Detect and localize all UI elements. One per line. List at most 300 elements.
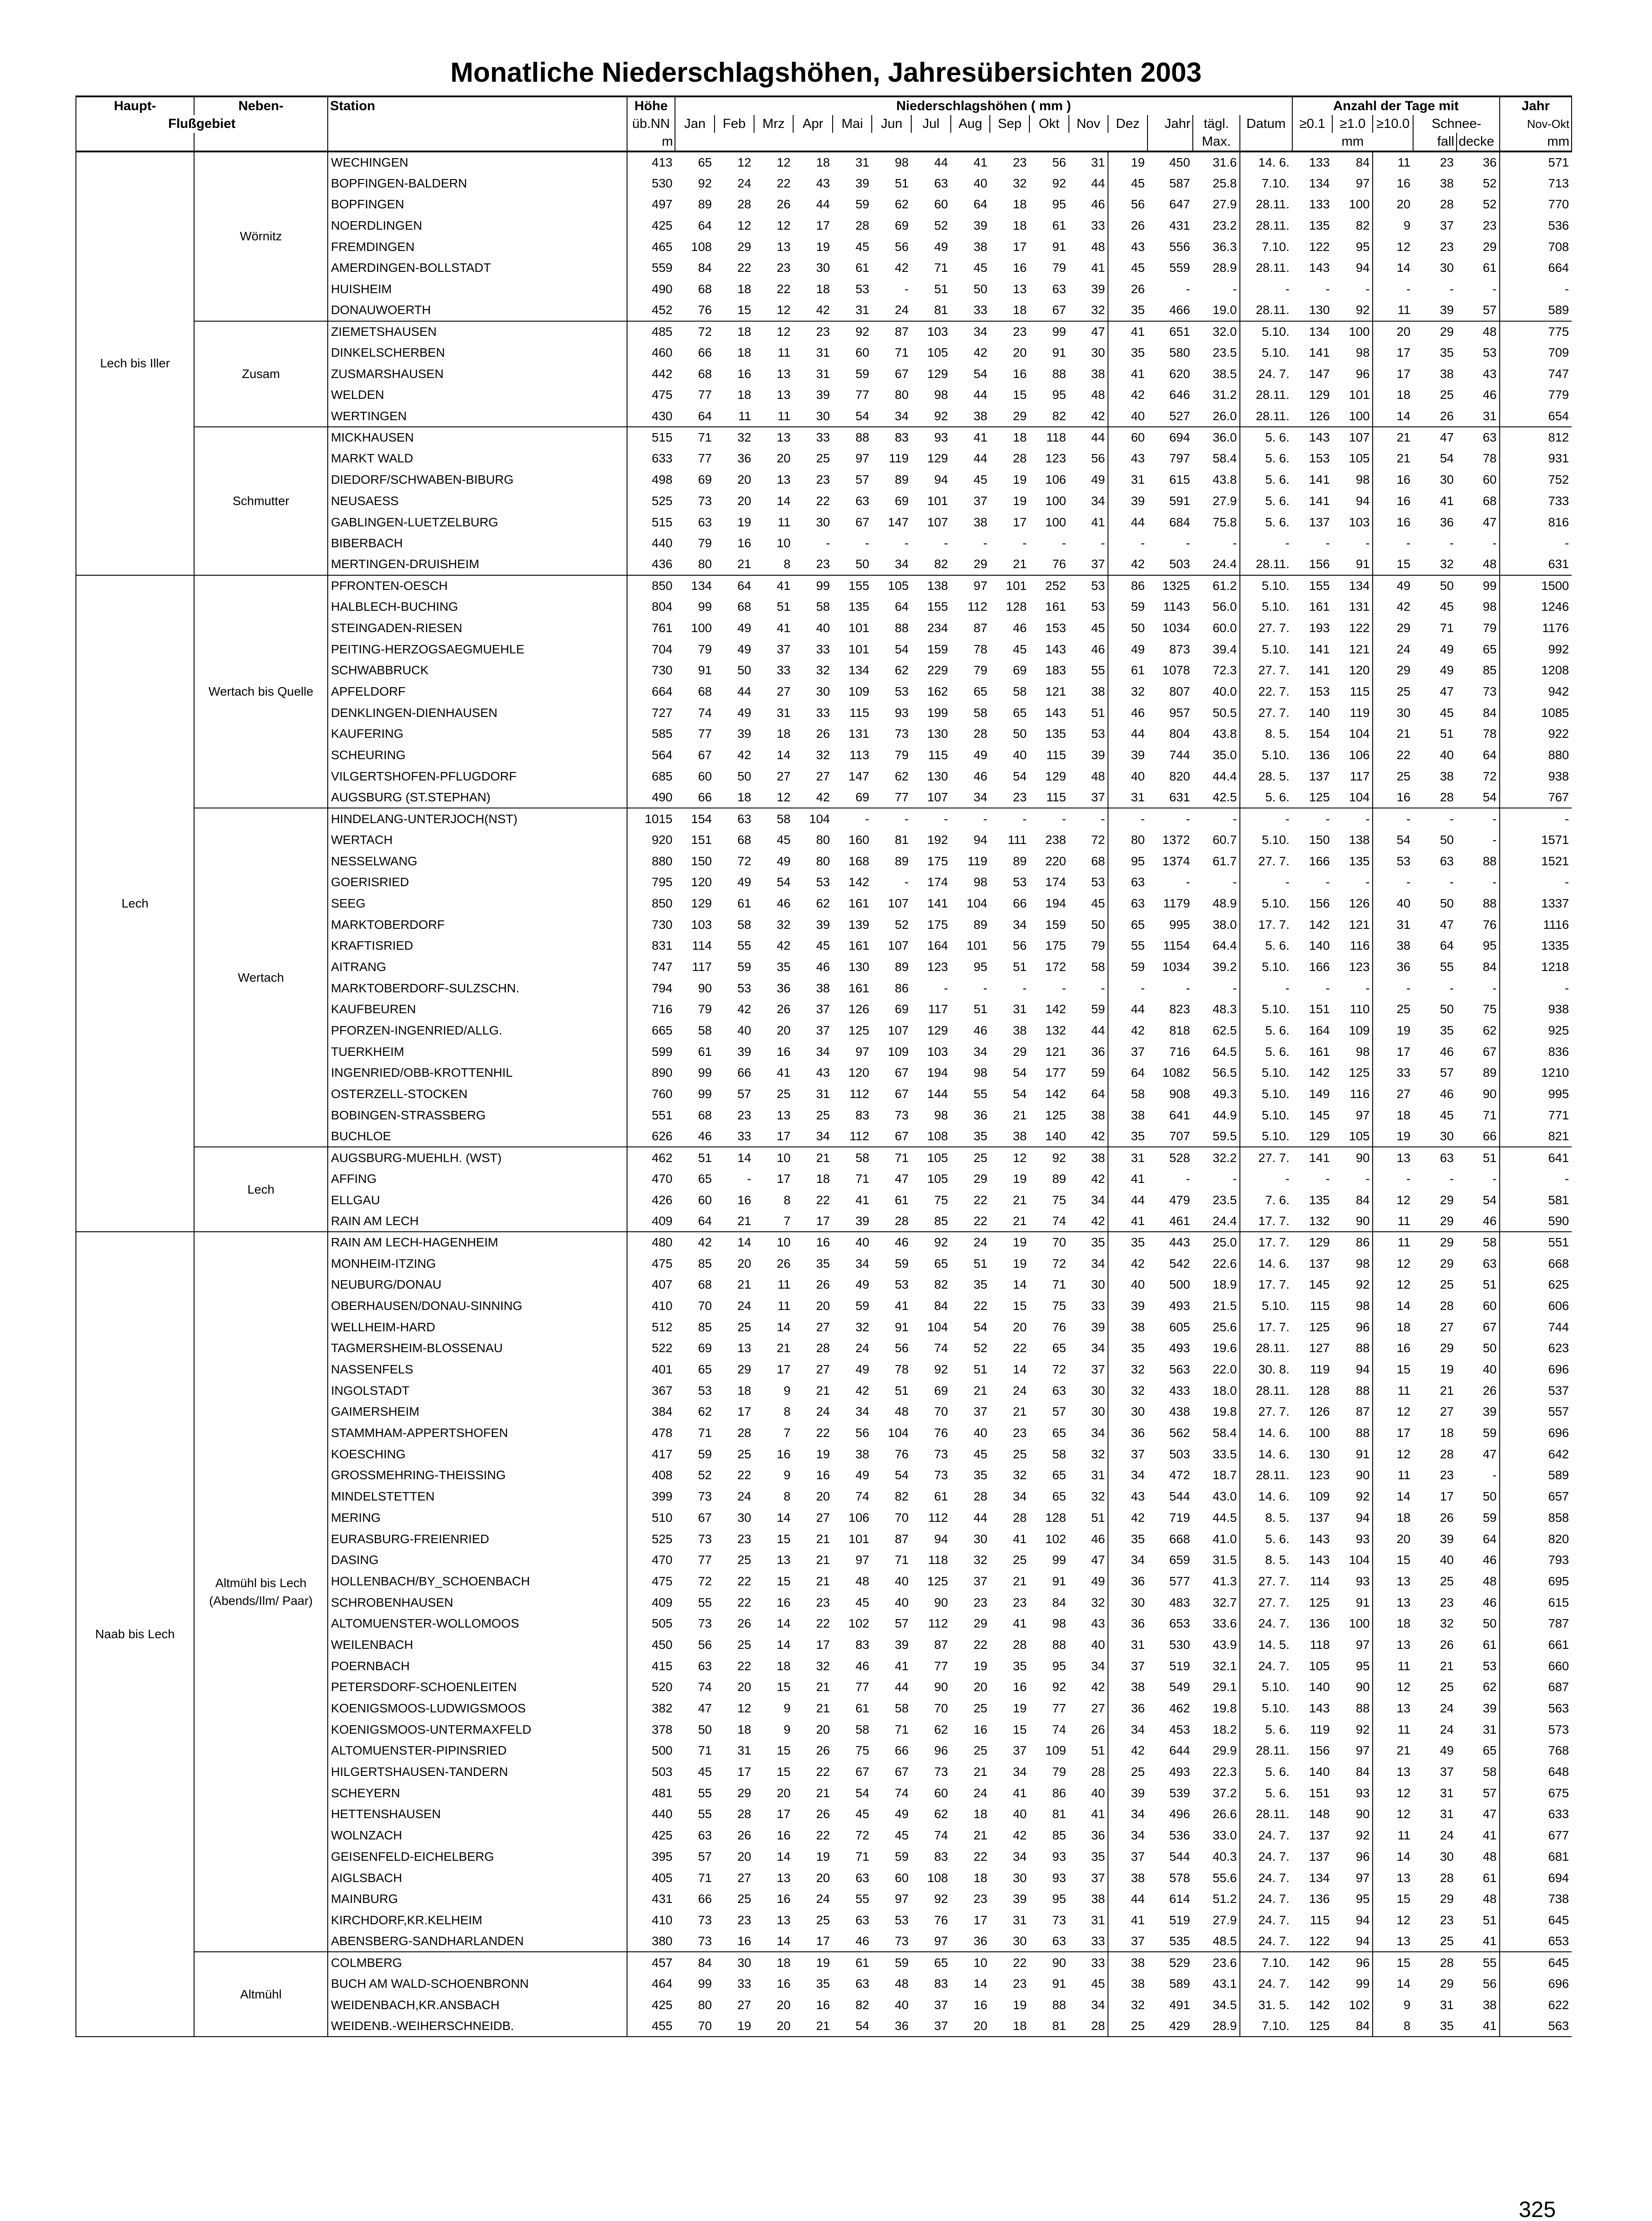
value-cell: 37	[816, 1023, 830, 1038]
value-cell: 8	[783, 1193, 791, 1207]
value-cell: 457	[627, 1952, 675, 1973]
value-cell: 46	[855, 1934, 870, 1948]
value-cell: 194	[1045, 896, 1066, 910]
value-cell: 32	[1069, 1444, 1108, 1465]
station-name: HETTENSHAUSEN	[328, 1804, 627, 1825]
value-cell: 426	[651, 1193, 673, 1207]
value-cell: 32	[1440, 557, 1454, 571]
value-cell: 18	[816, 282, 830, 296]
value-cell: 46	[1440, 1087, 1454, 1101]
value-cell: 45	[777, 832, 791, 847]
station-name: HILGERTSHAUSEN-TANDERN	[328, 1761, 627, 1783]
value-cell: -	[1332, 1168, 1373, 1190]
value-cell: -	[1406, 981, 1411, 995]
station-name: SEEG	[328, 893, 627, 914]
value-cell: 5. 6.	[1265, 494, 1290, 508]
value-cell: 27	[1440, 1405, 1454, 1419]
value-cell: 5. 6.	[1265, 473, 1290, 487]
station-name: TUERKHEIM	[328, 1041, 627, 1063]
value-cell: 67	[894, 1765, 909, 1779]
value-cell: -	[1449, 282, 1454, 296]
value-cell: 62.5	[1193, 1020, 1240, 1041]
value-cell: 53	[698, 1383, 712, 1397]
value-cell: 32	[1131, 1998, 1145, 2012]
value-cell: 26	[737, 1616, 751, 1631]
value-cell: 37	[1069, 1359, 1108, 1380]
value-cell: 65	[973, 685, 988, 699]
value-cell: 744	[1548, 1320, 1569, 1334]
value-cell: 577	[1169, 1574, 1190, 1588]
value-cell: 50	[698, 1722, 712, 1736]
value-cell: 64	[1457, 1528, 1500, 1550]
value-cell: 738	[1548, 1892, 1569, 1906]
value-cell: 36	[1131, 1574, 1145, 1588]
value-cell: 95	[973, 959, 988, 974]
nebenflussgebiet-cell: Schmutter	[194, 427, 328, 575]
value-cell: 177	[1045, 1066, 1066, 1080]
table-row	[76, 1232, 1572, 1253]
value-cell: 140	[1309, 705, 1330, 720]
value-cell: 74	[894, 1786, 909, 1800]
value-cell: 67	[698, 1510, 712, 1524]
value-cell: 59	[855, 1298, 870, 1313]
value-cell: 14	[777, 1320, 791, 1334]
value-cell: 60	[934, 197, 948, 211]
value-cell: 17	[973, 1913, 988, 1927]
value-cell: 85	[1052, 1828, 1066, 1843]
value-cell: 129	[1292, 1232, 1333, 1253]
value-cell: 8. 5.	[1265, 1510, 1290, 1524]
value-cell: 99	[698, 1976, 712, 1990]
value-cell: 51	[675, 1147, 715, 1168]
value-cell: 11	[1398, 1659, 1411, 1673]
value-cell: 32	[855, 1320, 870, 1334]
value-cell: 25	[1396, 685, 1411, 699]
value-cell: 58	[973, 705, 988, 720]
value-cell: 123	[1309, 1468, 1330, 1482]
value-cell: 137	[1309, 1828, 1330, 1843]
value-cell: 107	[888, 939, 909, 953]
value-cell: 61.2	[1193, 575, 1240, 597]
value-cell: 73	[698, 1616, 712, 1631]
value-cell: 850	[627, 575, 675, 597]
value-cell: 18	[737, 790, 751, 804]
value-cell: 13	[1396, 1871, 1411, 1885]
value-cell: 29	[737, 239, 751, 254]
header-mm: mm	[1292, 133, 1414, 151]
value-cell: 515	[627, 427, 675, 448]
value-cell: 101	[848, 621, 870, 635]
value-cell: 60.7	[1193, 829, 1240, 851]
value-cell: 648	[1548, 1765, 1569, 1779]
value-cell: 45	[973, 473, 988, 487]
value-cell: 19	[816, 1849, 830, 1863]
value-cell: 20	[816, 1871, 830, 1885]
value-cell: 52	[934, 218, 948, 232]
value-cell: 60	[934, 1786, 948, 1800]
value-cell: 16	[737, 1934, 751, 1948]
value-cell: 63	[698, 515, 712, 529]
value-cell: -	[1285, 536, 1290, 550]
nebenflussgebiet-cell: Wertach bis Quelle	[194, 575, 328, 808]
value-cell: 21	[1396, 727, 1411, 741]
value-cell: 1085	[1541, 705, 1569, 720]
value-cell: 164	[1309, 1023, 1330, 1038]
value-cell: 22	[816, 1828, 830, 1843]
value-cell: 587	[1169, 176, 1190, 190]
value-cell: 15	[777, 1743, 791, 1758]
value-cell: 40	[1440, 748, 1454, 762]
value-cell: 33	[1069, 215, 1108, 236]
value-cell: 63	[1457, 1253, 1500, 1274]
value-cell: 142	[1309, 917, 1330, 931]
value-cell: 80	[816, 832, 830, 847]
value-cell: -	[1332, 872, 1373, 893]
value-cell: 22	[737, 1659, 751, 1673]
value-cell: 19	[1013, 494, 1027, 508]
value-cell: 77	[698, 388, 712, 402]
station-name: WELLHEIM-HARD	[328, 1317, 627, 1338]
value-cell: 107	[927, 790, 948, 804]
value-cell: 234	[927, 621, 948, 635]
value-cell: 141	[1292, 1147, 1333, 1168]
value-cell: 103	[1332, 512, 1373, 533]
value-cell: 31	[1013, 1913, 1027, 1927]
value-cell: 48	[894, 1976, 909, 1990]
value-cell: 80	[816, 854, 830, 868]
value-cell: 66	[737, 1066, 751, 1080]
value-cell: 104	[966, 896, 988, 910]
value-cell: 84	[934, 1298, 948, 1313]
value-cell: 93	[1052, 1871, 1066, 1885]
value-cell: 40.0	[1193, 681, 1240, 702]
value-cell: 644	[1169, 1743, 1190, 1758]
value-cell: 14. 6.	[1258, 1489, 1290, 1504]
value-cell: 73	[698, 1934, 712, 1948]
value-cell: 510	[651, 1510, 673, 1524]
value-cell: 27	[737, 1998, 751, 2012]
value-cell: 86	[894, 981, 909, 995]
value-cell: 43.9	[1193, 1634, 1240, 1656]
value-cell: 94	[1332, 1910, 1373, 1931]
value-cell: 141	[1309, 473, 1330, 487]
value-cell: 103	[691, 917, 712, 931]
value-cell: 78	[894, 1362, 909, 1377]
value-cell: 11	[1398, 1383, 1411, 1397]
value-cell: 730	[651, 663, 673, 677]
value-cell: 13	[1373, 1147, 1413, 1168]
value-cell: 151	[691, 832, 712, 847]
station-name: MINDELSTETTEN	[328, 1486, 627, 1507]
value-cell: 12	[1396, 1278, 1411, 1292]
value-cell: 59	[855, 366, 870, 381]
value-cell: 57	[737, 1087, 751, 1101]
value-cell: 28	[1413, 1952, 1456, 1973]
value-cell: 1034	[1162, 621, 1190, 635]
value-cell: 25	[1440, 388, 1454, 402]
value-cell: 156	[1309, 896, 1330, 910]
value-cell: 72	[698, 1574, 712, 1588]
value-cell: 27. 7.	[1258, 663, 1290, 677]
value-cell: 67	[855, 515, 870, 529]
value-cell: 13	[1396, 1637, 1411, 1652]
station-name: ELLGAU	[328, 1190, 627, 1211]
value-cell: 605	[1169, 1320, 1190, 1334]
value-cell: 28	[816, 1341, 830, 1355]
value-cell: 1218	[1541, 959, 1569, 974]
value-cell: 27. 7.	[1258, 1595, 1290, 1609]
value-cell: 105	[927, 1171, 948, 1186]
value-cell: 43.1	[1193, 1973, 1240, 1994]
value-cell: 33	[793, 427, 833, 448]
station-name: GEISENFELD-EICHELBERG	[328, 1846, 627, 1867]
value-cell: 12	[1396, 1256, 1411, 1270]
value-cell: 78	[973, 642, 988, 656]
value-cell: 25.8	[1193, 173, 1240, 194]
value-cell: 995	[1169, 917, 1190, 931]
value-cell: 28	[1069, 1761, 1108, 1783]
station-name: INGENRIED/OBB-KROTTENHIL	[328, 1063, 627, 1084]
value-cell: -	[944, 536, 948, 550]
value-cell: 8	[783, 557, 791, 571]
value-cell: 29	[1396, 663, 1411, 677]
value-cell: 625	[1548, 1278, 1569, 1292]
value-cell: 93	[894, 705, 909, 720]
value-cell: 28	[1013, 1510, 1027, 1524]
value-cell: 91	[1052, 1976, 1066, 1990]
value-cell: 21	[973, 1765, 988, 1779]
value-cell: 69	[1013, 663, 1027, 677]
value-cell: 28	[1013, 1637, 1027, 1652]
header-jahr: Jahr	[1148, 115, 1193, 133]
value-cell: 55	[1440, 959, 1454, 974]
value-cell: 13	[1396, 1574, 1411, 1588]
value-cell: 28	[737, 197, 751, 211]
value-cell: 68	[698, 366, 712, 381]
value-cell: 16	[1013, 366, 1027, 381]
value-cell: 5. 6.	[1265, 790, 1290, 804]
value-cell: 23.5	[1193, 1190, 1240, 1211]
value-cell: 779	[1548, 388, 1569, 402]
station-name: GAIMERSHEIM	[328, 1401, 627, 1423]
value-cell: 23	[1013, 155, 1027, 169]
value-cell: 91	[1332, 554, 1373, 575]
value-cell: 25	[951, 1147, 990, 1168]
value-cell: 653	[1548, 1934, 1569, 1948]
value-cell: 41	[1013, 1532, 1027, 1546]
value-cell: 132	[1309, 1214, 1330, 1228]
value-cell: -	[1285, 981, 1290, 995]
value-cell: 43	[1131, 1489, 1145, 1504]
value-cell: -	[904, 875, 909, 889]
value-cell: 77	[855, 388, 870, 402]
hauptflussgebiet-cell: Lech bis Iller	[76, 151, 194, 575]
value-cell: 49	[737, 642, 751, 656]
value-cell: 35	[973, 1129, 988, 1143]
header-jahr2: Jahr	[1500, 96, 1572, 115]
value-cell: 606	[1548, 1298, 1569, 1313]
value-cell: 70	[934, 1405, 948, 1419]
value-cell: 11	[1398, 1468, 1411, 1482]
value-cell: 39	[1440, 1532, 1454, 1546]
value-cell: 12	[1396, 1405, 1411, 1419]
value-cell: 49	[737, 621, 751, 635]
value-cell: 46	[872, 1232, 911, 1253]
value-cell: 28.11.	[1255, 303, 1290, 317]
value-cell: 43	[1457, 363, 1500, 385]
value-cell: 24	[1396, 642, 1411, 656]
value-cell: 61	[934, 1489, 948, 1504]
value-cell: 425	[651, 218, 673, 232]
value-cell: 101	[927, 494, 948, 508]
value-cell: 15	[1013, 388, 1027, 402]
value-cell: 11	[1398, 1828, 1411, 1843]
value-cell: 17	[737, 1765, 751, 1779]
value-cell: 40	[1069, 1783, 1108, 1804]
value-cell: 27	[816, 1320, 830, 1334]
value-cell: 24	[1440, 1701, 1454, 1716]
value-cell: 52	[973, 1341, 988, 1355]
value-cell: 5. 6.	[1265, 1722, 1290, 1736]
value-cell: 22.6	[1193, 1253, 1240, 1274]
value-cell: 873	[1169, 642, 1190, 656]
value-cell: 20	[1013, 346, 1027, 360]
value-cell: 37	[1131, 1659, 1145, 1673]
value-cell: 82	[894, 1489, 909, 1504]
value-cell: 109	[1309, 1489, 1330, 1504]
value-cell: 30	[737, 1510, 751, 1524]
station-name: OBERHAUSEN/DONAU-SINNING	[328, 1295, 627, 1317]
value-cell: 107	[888, 1023, 909, 1038]
value-cell: 12	[777, 155, 791, 169]
value-cell: 70	[698, 1298, 712, 1313]
value-cell: 47	[1413, 427, 1456, 448]
value-cell: 38	[1069, 681, 1108, 702]
value-cell: 15	[777, 1680, 791, 1694]
value-cell: 27. 7.	[1258, 705, 1290, 720]
value-cell: 34	[973, 790, 988, 804]
value-cell: 657	[1548, 1489, 1569, 1504]
value-cell: 24	[816, 1405, 830, 1419]
value-cell: 25.6	[1193, 1317, 1240, 1338]
value-cell: 16	[793, 1232, 833, 1253]
value-cell: 95	[1332, 236, 1373, 258]
value-cell: 1078	[1162, 663, 1190, 677]
value-cell: 938	[1548, 769, 1569, 783]
value-cell: 95	[1332, 1888, 1373, 1910]
value-cell: 27. 7.	[1258, 1574, 1290, 1588]
value-cell: 32.2	[1193, 1147, 1240, 1168]
value-cell: 5.10.	[1262, 346, 1290, 360]
value-cell: 35	[1131, 303, 1145, 317]
value-cell: -	[1285, 1171, 1290, 1186]
value-cell: 143	[1292, 427, 1333, 448]
value-cell: 80	[894, 388, 909, 402]
value-cell: 25	[1396, 1002, 1411, 1016]
value-cell: 33	[816, 705, 830, 720]
value-cell: 13	[777, 1871, 791, 1885]
value-cell: 63	[1131, 896, 1145, 910]
value-cell: 31. 5.	[1258, 1998, 1290, 2012]
value-cell: 115	[1332, 681, 1373, 702]
value-cell: 40	[973, 176, 988, 190]
value-cell: 68	[698, 282, 712, 296]
value-cell: 49	[973, 748, 988, 762]
value-cell: 54	[973, 366, 988, 381]
value-cell: 34	[951, 321, 990, 342]
value-cell: 747	[1548, 366, 1569, 381]
value-cell: 585	[651, 727, 673, 741]
value-cell: 23	[737, 1108, 751, 1122]
value-cell: 13	[777, 388, 791, 402]
value-cell: 45	[1069, 893, 1108, 914]
value-cell: 48	[1457, 1571, 1500, 1592]
value-cell: 21	[793, 1147, 833, 1168]
value-cell: 48	[894, 1405, 909, 1419]
value-cell: 63	[1052, 282, 1066, 296]
value-cell: 65	[1131, 917, 1145, 931]
value-cell: 28	[1440, 1871, 1454, 1885]
value-cell: 94	[1332, 1931, 1373, 1952]
value-cell: 46	[777, 896, 791, 910]
value-cell: -	[1326, 875, 1330, 889]
value-cell: 42	[894, 261, 909, 275]
value-cell: 490	[651, 282, 673, 296]
value-cell: 23	[1013, 1595, 1027, 1609]
value-cell: 35	[1131, 346, 1145, 360]
station-name: AMERDINGEN-BOLLSTADT	[328, 257, 627, 279]
value-cell: 14	[1013, 1278, 1027, 1292]
value-cell: 102	[1045, 1532, 1066, 1546]
value-cell: 55	[698, 1786, 712, 1800]
value-cell: 106	[848, 1510, 870, 1524]
value-cell: 938	[1548, 1002, 1569, 1016]
station-name: WEILENBACH	[328, 1634, 627, 1656]
value-cell: 589	[1169, 1976, 1190, 1990]
value-cell: 54	[777, 875, 791, 889]
value-cell: 14	[1013, 1362, 1027, 1377]
value-cell: 73	[698, 1532, 712, 1546]
value-cell: 31	[777, 705, 791, 720]
value-cell: 659	[1169, 1553, 1190, 1567]
value-cell: 109	[888, 1044, 909, 1059]
value-cell: 29	[1440, 1341, 1454, 1355]
value-cell: 58	[816, 600, 830, 614]
value-cell: 121	[1332, 639, 1373, 660]
value-cell: 44	[973, 388, 988, 402]
value-cell: 51	[1457, 1274, 1500, 1295]
value-cell: 49	[1440, 663, 1454, 677]
header-max: Max.	[1193, 133, 1240, 151]
value-cell: 105	[911, 1147, 951, 1168]
value-cell: 238	[1045, 832, 1066, 847]
station-name: GABLINGEN-LUETZELBURG	[328, 512, 627, 533]
value-cell: 816	[1548, 515, 1569, 529]
value-cell: 24	[1013, 1383, 1027, 1397]
value-cell: 47	[1457, 512, 1500, 533]
value-cell: 40	[1013, 1807, 1027, 1821]
value-cell: 80	[1131, 832, 1145, 847]
value-cell: 142	[1309, 1976, 1330, 1990]
value-cell: 34	[1131, 1553, 1145, 1567]
value-cell: 42	[1131, 1023, 1145, 1038]
value-cell: 73	[1052, 1913, 1066, 1927]
value-cell: 14	[1396, 1849, 1411, 1863]
value-cell: 90	[1332, 1677, 1373, 1698]
value-cell: 60	[855, 346, 870, 360]
station-name: NOERDLINGEN	[328, 215, 627, 236]
value-cell: -	[1457, 1465, 1500, 1486]
